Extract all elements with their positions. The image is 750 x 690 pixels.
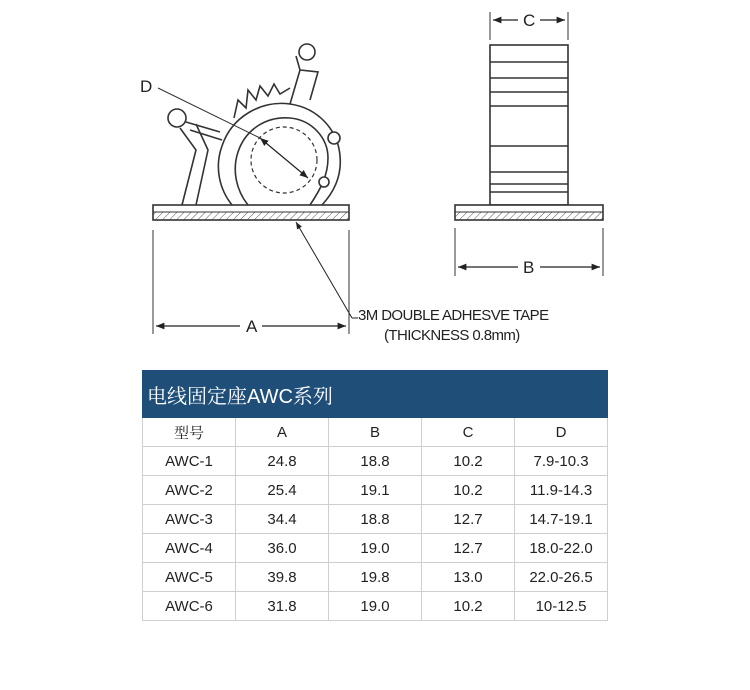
dimension-c	[490, 11, 568, 40]
side-view	[455, 45, 603, 220]
cell-c: 12.7	[422, 505, 515, 534]
header-d: D	[515, 418, 608, 447]
dimension-d-label: D	[140, 77, 153, 96]
cell-c: 10.2	[422, 592, 515, 621]
header-model: 型号	[143, 418, 236, 447]
tape-note-line2: (THICKNESS 0.8mm)	[384, 327, 520, 344]
front-view	[153, 44, 349, 220]
cell-a: 31.8	[236, 592, 329, 621]
cell-d: 10-12.5	[515, 592, 608, 621]
cell-b: 19.1	[329, 476, 422, 505]
header-b: B	[329, 418, 422, 447]
dimension-b	[455, 228, 603, 277]
cell-model: AWC-4	[143, 534, 236, 563]
spec-table	[142, 370, 608, 621]
tape-note-line1: 3M DOUBLE ADHESVE TAPE	[358, 307, 549, 324]
table-row	[143, 534, 608, 563]
table-title: 电线固定座AWC系列	[143, 371, 608, 418]
cell-d: 22.0-26.5	[515, 563, 608, 592]
cell-model: AWC-3	[143, 505, 236, 534]
dimension-b-label: B	[523, 258, 535, 277]
cell-c: 10.2	[422, 476, 515, 505]
side-body	[490, 45, 568, 205]
cell-a: 34.4	[236, 505, 329, 534]
clip-inner-bump	[328, 132, 340, 144]
cell-b: 19.8	[329, 563, 422, 592]
cell-model: AWC-1	[143, 447, 236, 476]
cell-a: 36.0	[236, 534, 329, 563]
table-header-row	[143, 418, 608, 447]
cell-b: 18.8	[329, 505, 422, 534]
front-adhesive-tape	[153, 212, 349, 220]
side-adhesive-tape	[455, 212, 603, 220]
clip-arm-link	[186, 122, 222, 140]
cell-d: 18.0-22.0	[515, 534, 608, 563]
cell-model: AWC-2	[143, 476, 236, 505]
cell-b: 19.0	[329, 592, 422, 621]
dimension-a	[153, 230, 349, 336]
cable-dashed-circle	[251, 127, 317, 193]
table-row	[143, 592, 608, 621]
header-a: A	[236, 418, 329, 447]
clip-left-arm	[180, 124, 208, 205]
dimension-a-label: A	[246, 317, 258, 336]
table-row	[143, 447, 608, 476]
cell-c: 12.7	[422, 534, 515, 563]
clip-inner-bump	[319, 177, 329, 187]
cell-a: 25.4	[236, 476, 329, 505]
cell-c: 10.2	[422, 447, 515, 476]
clip-inner-ring	[235, 118, 328, 205]
clip-left-knob	[168, 109, 186, 127]
cell-c: 13.0	[422, 563, 515, 592]
cell-b: 19.0	[329, 534, 422, 563]
cell-b: 18.8	[329, 447, 422, 476]
table-row	[143, 476, 608, 505]
table-row	[143, 563, 608, 592]
cell-d: 14.7-19.1	[515, 505, 608, 534]
cell-d: 7.9-10.3	[515, 447, 608, 476]
header-c: C	[422, 418, 515, 447]
clip-serrations	[234, 84, 290, 118]
cell-a: 39.8	[236, 563, 329, 592]
cell-a: 24.8	[236, 447, 329, 476]
clip-hook-arm	[290, 56, 318, 104]
dimension-c-label: C	[523, 11, 536, 30]
table-row	[143, 505, 608, 534]
cell-model: AWC-5	[143, 563, 236, 592]
cell-d: 11.9-14.3	[515, 476, 608, 505]
cell-model: AWC-6	[143, 592, 236, 621]
clip-hook-knob	[299, 44, 315, 60]
